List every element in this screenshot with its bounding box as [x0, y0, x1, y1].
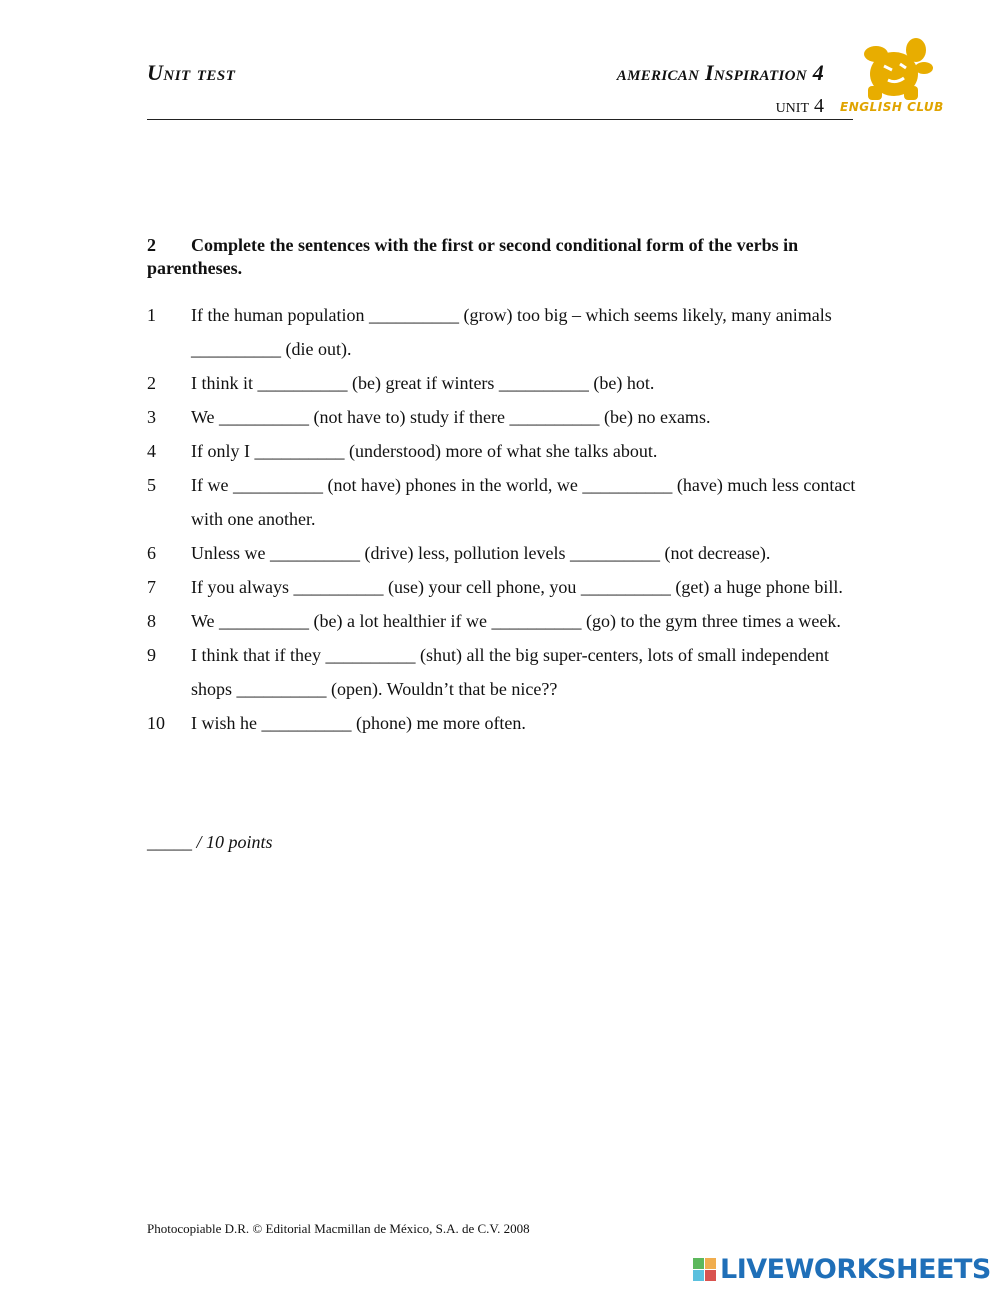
- liveworksheets-text: LIVEWORKSHEETS: [720, 1254, 991, 1285]
- item-number: 8: [147, 611, 156, 631]
- exercise-items: [147, 298, 857, 740]
- item-sentence: If you always __________ (use) your cell phone, you __________ (get) a huge phone bill.: [191, 577, 843, 597]
- liveworksheets-logo-icon: [693, 1258, 716, 1281]
- exercise-item: [147, 604, 857, 638]
- copyright-footer: Photocopiable D.R. © Editorial Macmillan de México, S.A. de C.V. 2008: [147, 1221, 530, 1236]
- exercise-item: [147, 706, 857, 740]
- unit-number-value: 4: [814, 95, 824, 117]
- exercise-item: [147, 536, 857, 570]
- item-sentence: I wish he __________ (phone) me more often.: [191, 713, 526, 733]
- item-sentence: If the human population __________ (grow) too big – which seems likely, many animals __________ (die out).: [191, 305, 832, 359]
- exercise-item: [147, 366, 857, 400]
- item-number: 5: [147, 475, 156, 495]
- exercise-item: [147, 570, 857, 604]
- header-divider: [147, 119, 853, 120]
- item-number: 6: [147, 543, 156, 563]
- score-line: _____ / 10 points: [147, 832, 273, 852]
- unit-test-title: Unit test: [147, 60, 236, 85]
- item-number: 4: [147, 441, 156, 461]
- exercise-item: [147, 298, 857, 366]
- item-sentence: Unless we __________ (drive) less, pollution levels __________ (not decrease).: [191, 543, 771, 563]
- item-number: 10: [147, 713, 165, 733]
- exercise-item: [147, 434, 857, 468]
- english-club-logo-text: ENGLISH CLUB: [840, 100, 944, 114]
- item-number: 7: [147, 577, 156, 597]
- exercise-item: [147, 400, 857, 434]
- item-sentence: We __________ (be) a lot healthier if we __________ (go) to the gym three times a week.: [191, 611, 841, 631]
- instruction-text: Complete the sentences with the first or second conditional form of the verbs in parentheses.: [147, 235, 799, 278]
- item-number: 2: [147, 373, 156, 393]
- item-number: 1: [147, 305, 156, 325]
- item-sentence: If we __________ (not have) phones in the world, we __________ (have) much less contact with one another.: [191, 475, 856, 529]
- item-sentence: If only I __________ (understood) more of what she talks about.: [191, 441, 658, 461]
- unit-label-text: unit: [775, 95, 809, 117]
- item-sentence: I think that if they __________ (shut) all the big super-centers, lots of small independent shops __________ (open). Wouldn’t that be nice??: [191, 645, 830, 699]
- liveworksheets-watermark: [693, 1254, 991, 1285]
- item-number: 3: [147, 407, 156, 427]
- item-number: 9: [147, 645, 156, 665]
- item-sentence: I think it __________ (be) great if winters __________ (be) hot.: [191, 373, 655, 393]
- item-sentence: We __________ (not have to) study if there __________ (be) no exams.: [191, 407, 711, 427]
- exercise-instruction: [147, 234, 847, 280]
- exercise-item: [147, 638, 857, 706]
- unit-number: [776, 95, 824, 118]
- book-title: american Inspiration 4: [616, 60, 824, 85]
- exercise-item: [147, 468, 857, 536]
- exercise-number: 2: [147, 235, 156, 255]
